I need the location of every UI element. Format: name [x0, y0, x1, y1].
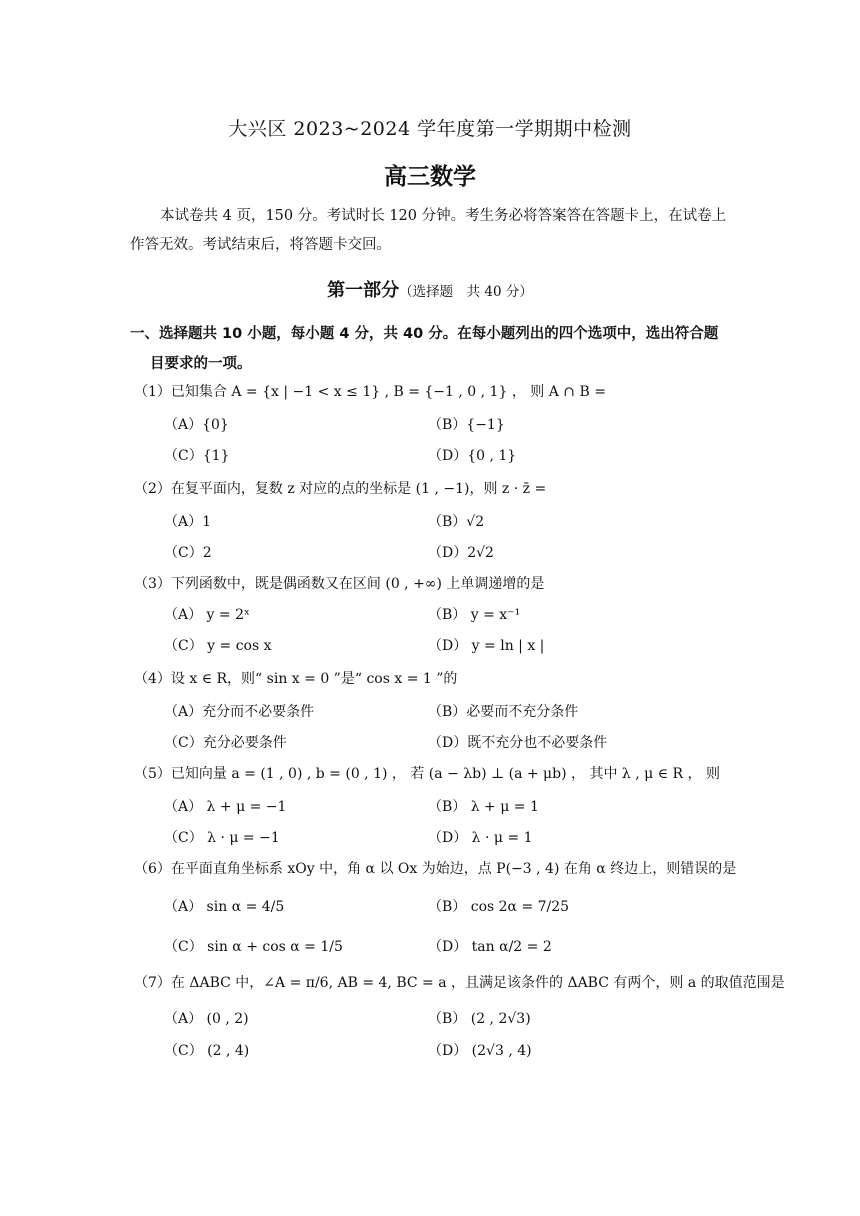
q1-option-a: （A）{0}	[164, 417, 229, 433]
question-7: （7）在 ΔABC 中，∠A = π/6, AB = 4, BC = a ，且满足该条件的 ΔABC 有两个，则 a 的取值范围是	[134, 975, 785, 991]
q4-option-c: （C）充分必要条件	[164, 735, 287, 751]
q6-option-b: （B） cos 2α = 7/25	[428, 899, 570, 915]
exam-subject: 高三数学	[384, 164, 476, 190]
q3-option-b: （B） y = x⁻¹	[428, 607, 521, 623]
q5-option-b: （B） λ + μ = 1	[428, 799, 539, 815]
part-heading-title: 第一部分	[327, 280, 400, 301]
q1-option-d: （D）{0 , 1}	[428, 448, 517, 464]
q7-option-d: （D） (2√3 , 4)	[428, 1043, 532, 1059]
q5-option-c: （C） λ · μ = −1	[164, 830, 280, 846]
q7-option-c: （C） (2 , 4)	[164, 1043, 250, 1059]
q6-option-d: （D） tan α/2 = 2	[428, 939, 552, 955]
q7-option-b: （B） (2 , 2√3)	[428, 1011, 531, 1027]
q2-option-d: （D）2√2	[428, 545, 494, 561]
q4-option-b: （B）必要而不充分条件	[428, 704, 579, 720]
q4-option-d: （D）既不充分也不必要条件	[428, 735, 608, 751]
question-2: （2）在复平面内，复数 z 对应的点的坐标是 (1 , −1)，则 z · z̄ =	[134, 481, 547, 497]
q7-option-a: （A） (0 , 2)	[164, 1011, 249, 1027]
q4-option-a: （A）充分而不必要条件	[164, 704, 315, 720]
section-heading-line2: 目要求的一项。	[150, 356, 252, 372]
q3-option-a: （A） y = 2ˣ	[164, 607, 250, 623]
q2-option-a: （A）1	[164, 514, 212, 530]
q2-option-c: （C）2	[164, 545, 212, 561]
q6-option-a: （A） sin α = 4/5	[164, 899, 285, 915]
q1-option-c: （C）{1}	[164, 448, 230, 464]
q1-option-b: （B）{−1}	[428, 417, 505, 433]
q6-option-c: （C） sin α + cos α = 1/5	[164, 939, 343, 955]
part-heading	[0, 276, 860, 302]
question-5: （5）已知向量 a = (1 , 0) , b = (0 , 1) ， 若 (a − λb) ⊥ (a + μb) ， 其中 λ , μ ∈ R ， 则	[134, 766, 720, 782]
section-heading-line1: 一、选择题共 10 小题，每小题 4 分，共 40 分。在每小题列出的四个选项中，选出符合题	[130, 326, 719, 342]
q5-option-a: （A） λ + μ = −1	[164, 799, 287, 815]
question-3: （3）下列函数中，既是偶函数又在区间 (0 , +∞) 上单调递增的是	[134, 576, 545, 592]
q2-option-b: （B）√2	[428, 514, 485, 530]
q5-option-d: （D） λ · μ = 1	[428, 830, 533, 846]
exam-instructions: 本试卷共 4 页，150 分。考试时长 120 分钟。考生务必将答案答在答题卡上，在试卷上作答无效。考试结束后，将答题卡交回。	[130, 208, 727, 253]
q3-option-d: （D） y = ln | x |	[428, 638, 545, 654]
question-4: （4）设 x ∈ R，则“ sin x = 0 ”是“ cos x = 1 ”的	[134, 671, 458, 687]
section-heading	[130, 319, 730, 379]
part-heading-note: （选择题 共 40 分）	[399, 284, 533, 300]
exam-title: 大兴区 2023~2024 学年度第一学期期中检测	[228, 118, 632, 140]
question-6: （6）在平面直角坐标系 xOy 中，角 α 以 Ox 为始边，点 P(−3 , 4) 在角 α 终边上，则错误的是	[134, 861, 737, 877]
q3-option-c: （C） y = cos x	[164, 638, 272, 654]
question-1: （1）已知集合 A = {x | −1 < x ≤ 1} , B = {−1 , 0 , 1} ， 则 A ∩ B =	[134, 384, 606, 400]
